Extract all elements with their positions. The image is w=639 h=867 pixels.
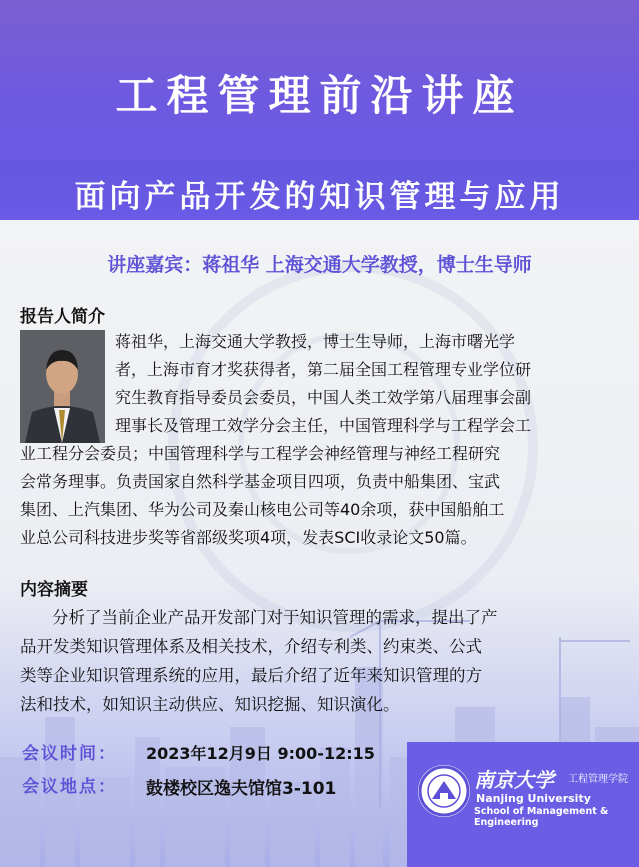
guest-speaker-line: 讲座嘉宾：蒋祖华 上海交通大学教授，博士生导师 bbox=[107, 254, 532, 276]
school-name-en: School of Management & Engineering bbox=[474, 806, 609, 828]
university-name-cn: 南京大学 bbox=[474, 768, 554, 792]
bio-line: 究生教育指导委员会委员，中国人类工效学第八届理事会副 bbox=[115, 388, 532, 407]
meeting-place-label: 会议地点： bbox=[22, 777, 117, 797]
summary-line: 类等企业知识管理系统的应用，最后介绍了近年来知识管理的方 bbox=[20, 666, 482, 685]
bio-line: 者，上海市育才奖获得者，第二届全国工程管理专业学位研 bbox=[115, 360, 532, 379]
university-seal-icon bbox=[418, 765, 470, 817]
speaker-photo bbox=[20, 330, 105, 443]
bio-line: 理事长及管理工效学分会主任，中国管理科学与工程学会工 bbox=[115, 416, 532, 435]
bio-line: 业总公司科技进步奖等省部级奖项4项，发表SCI收录论文50篇。 bbox=[20, 528, 477, 547]
school-name-cn: 工程管理学院 bbox=[568, 774, 628, 785]
lecture-title: 面向产品开发的知识管理与应用 bbox=[74, 179, 565, 215]
summary-heading: 内容摘要 bbox=[20, 580, 88, 600]
bio-line: 蒋祖华，上海交通大学教授，博士生导师，上海市曙光学 bbox=[115, 332, 516, 351]
bio-line: 集团、上汽集团、华为公司及秦山核电公司等40余项，获中国船舶工 bbox=[20, 500, 505, 519]
summary-line: 品开发类知识管理体系及相关技术，介绍专利类、约束类、公式 bbox=[20, 637, 482, 656]
university-name-en: Nanjing University bbox=[476, 792, 591, 805]
meeting-time-label: 会议时间： bbox=[22, 744, 117, 764]
lecture-series-title: 工程管理前沿讲座 bbox=[115, 71, 524, 120]
meeting-time-value: 2023年12月9日 9:00-12:15 bbox=[146, 744, 375, 763]
bio-heading: 报告人简介 bbox=[20, 307, 105, 327]
summary-line: 分析了当前企业产品开发部门对于知识管理的需求，提出了产 bbox=[52, 608, 498, 627]
meeting-place-value: 鼓楼校区逸夫馆馆3-101 bbox=[146, 779, 337, 799]
bio-line: 业工程分会委员；中国管理科学与工程学会神经管理与神经工程研究 bbox=[20, 444, 501, 463]
bio-line: 会常务理事。负责国家自然科学基金项目四项，负责中船集团、宝武 bbox=[20, 472, 501, 491]
summary-line: 法和技术，如知识主动供应、知识挖掘、知识演化。 bbox=[20, 695, 400, 714]
